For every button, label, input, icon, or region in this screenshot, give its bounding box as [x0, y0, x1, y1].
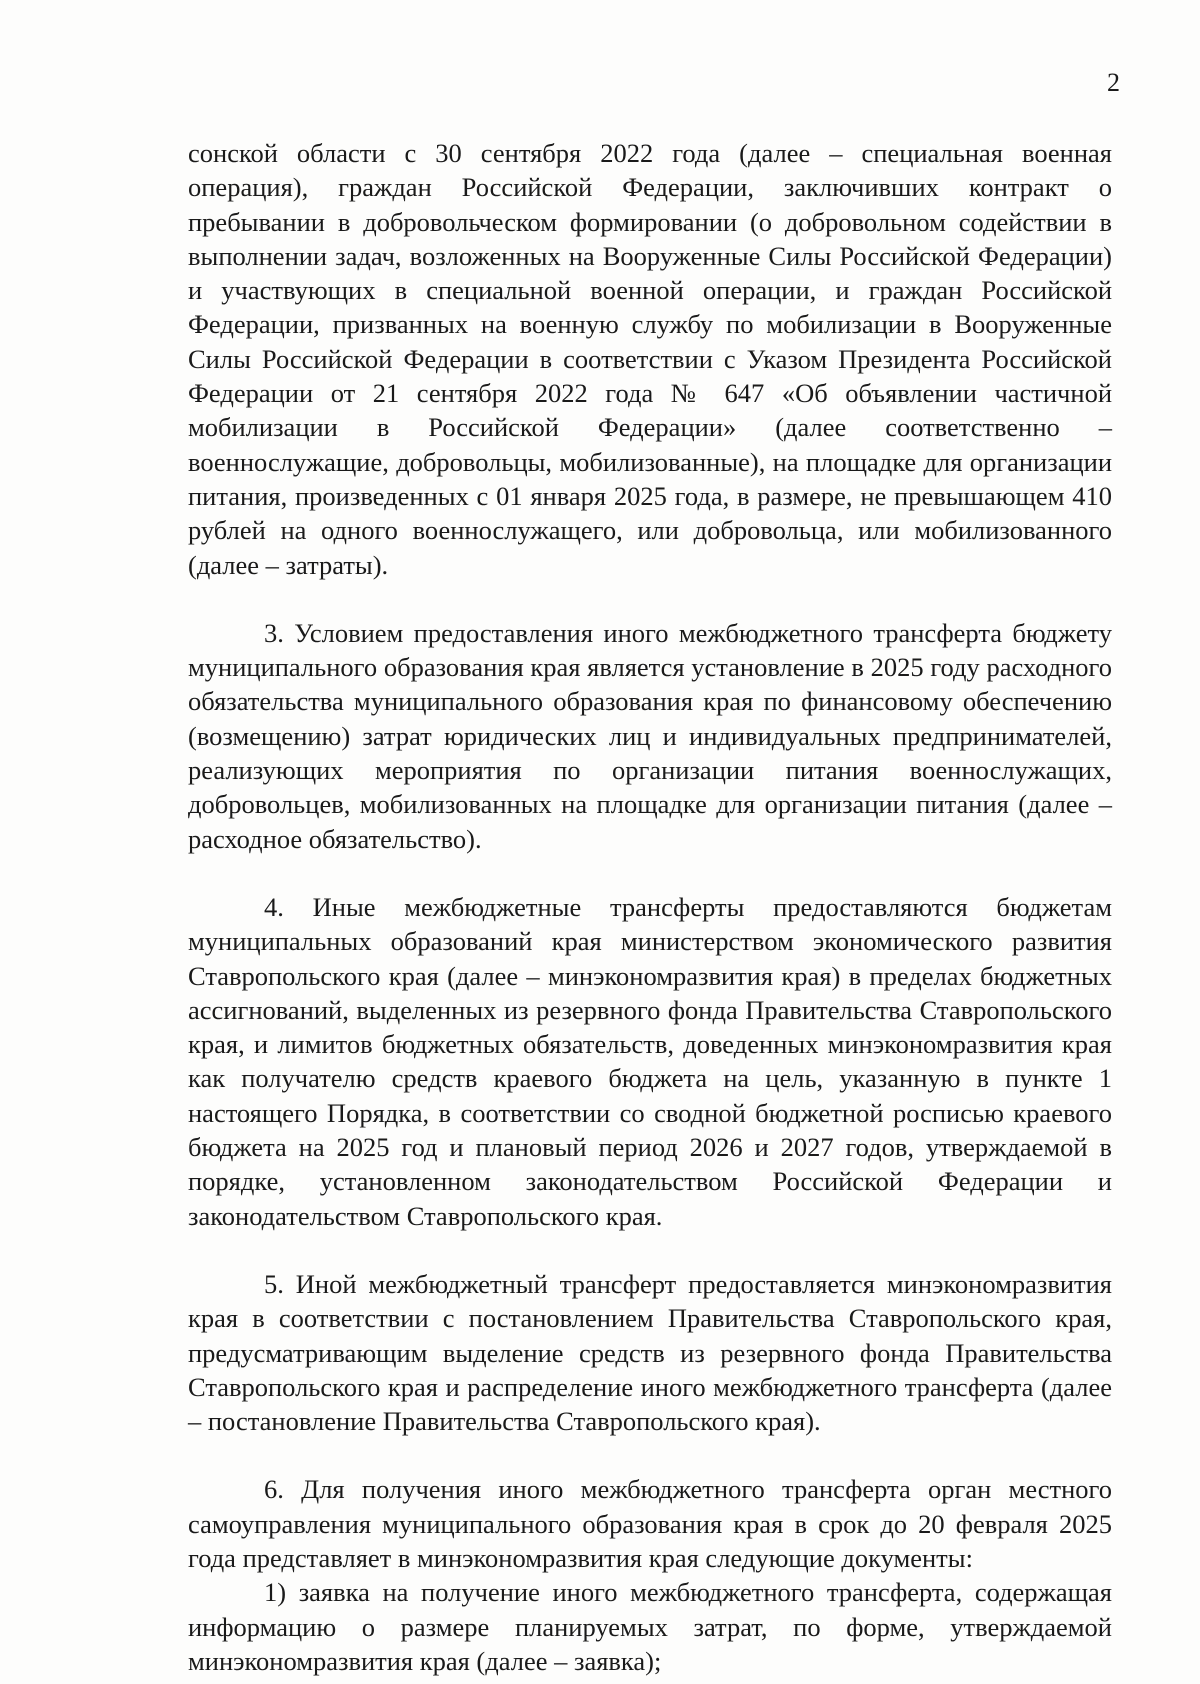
- page-number: 2: [1107, 68, 1120, 97]
- paragraph-5: 5. Иной межбюджетный трансферт предоставляется минэкономразвития края в соответствии с постановлением Правительства Ставропольского края, предусматривающим выделение средств из резервного фонда Правительства Ставропольского края и распределение иного межбюджетного трансферта (далее – постановление Правительства Ставропольского края).: [188, 1268, 1112, 1437]
- paragraph-6-item-1: 1) заявка на получение иного межбюджетного трансферта, содержащая информацию о размере планируемых затрат, по форме, утверждаемой минэкономразвития края (далее – заявка);: [188, 1577, 1112, 1676]
- paragraph-4: 4. Иные межбюджетные трансферты предоставляются бюджетам муниципальных образований края министерством экономического развития Ставропольского края (далее – минэкономразвития края) в пределах бюджетных ассигнований, выделенных из резервного фонда Правительства Ставропольского края, и лимитов бюджетных обязательств, доведенных минэкономразвития края как получателю средств краевого бюджета на цель, указанную в пункте 1 настоящего Порядка, в соответствии со сводной бюджетной росписью краевого бюджета на 2025 год и плановый период 2026 и 2027 годов, утверждаемой в порядке, установленном законодательством Российской Федерации и законодательством Ставропольского края.: [188, 891, 1112, 1231]
- paragraph-6: 6. Для получения иного межбюджетного трансферта орган местного самоуправления муниципального образования края в срок до 20 февраля 2025 года представляет в минэкономразвития края следующие документы:: [188, 1474, 1112, 1573]
- document-body: [188, 136, 1112, 1678]
- paragraph-3: 3. Условием предоставления иного межбюджетного трансферта бюджету муниципального образования края является установление в 2025 году расходного обязательства муниципального образования края по финансовому обеспечению (возмещению) затрат юридических лиц и индивидуальных предпринимателей, реализующих мероприятия по организации питания военнослужащих, добровольцев, мобилизованных на площадке для организации питания (далее – расходное обязательство).: [188, 617, 1112, 854]
- paragraph-continuation: сонской области с 30 сентября 2022 года (далее – специальная военная операция), граждан Российской Федерации, заключивших контракт о пребывании в добровольческом формировании (о добровольном содействии в выполнении задач, возложенных на Вооруженные Силы Российской Федерации) и участвующих в специальной военной операции, и граждан Российской Федерации, призванных на военную службу по мобилизации в Вооруженные Силы Российской Федерации в соответствии с Указом Президента Российской Федерации от 21 сентября 2022 года № 647 «Об объявлении частичной мобилизации в Российской Федерации» (далее соответственно – военнослужащие, добровольцы, мобилизованные), на площадке для организации питания, произведенных с 01 января 2025 года, в размере, не превышающем 410 рублей на одного военнослужащего, или добровольца, или мобилизованного (далее – затраты).: [188, 138, 1112, 580]
